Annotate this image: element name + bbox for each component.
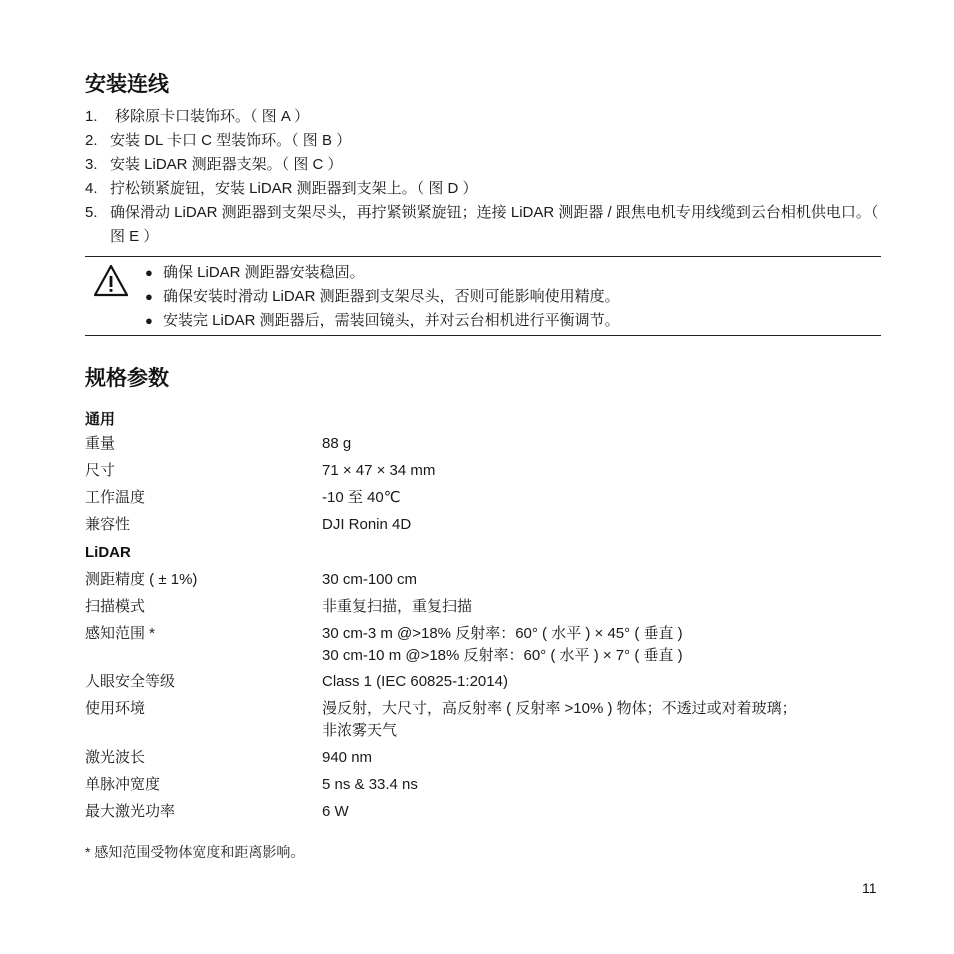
step-text: 移除原卡口装饰环。（ 图 A ）: [115, 108, 310, 125]
bullet-icon: ●: [145, 313, 153, 328]
spec-label: 扫描模式: [85, 598, 146, 615]
install-title: 安装连线: [85, 73, 169, 96]
spec-value: -10 至 40℃: [322, 489, 401, 506]
specs-title: 规格参数: [85, 367, 169, 390]
spec-value-line2: 30 cm-10 m @>18% 反射率：60° ( 水平 ) × 7° ( 垂直 ): [322, 647, 683, 664]
spec-value: 30 cm-100 cm: [322, 571, 418, 588]
warning-item: [145, 285, 620, 309]
spec-value: Class 1 (IEC 60825-1:2014): [322, 673, 508, 690]
step-item: [85, 129, 885, 153]
spec-label: 使用环境: [85, 700, 146, 717]
spec-value: 漫反射，大尺寸，高反射率 ( 反射率 >10% ) 物体；不透过或对着玻璃；: [322, 700, 797, 717]
step-text: 确保滑动 LiDAR 测距器到支架尽头，再拧紧锁紧旋钮；连接 LiDAR 测距器 / 跟焦电机专用线缆到云台相机供电口。（ 图 E ）: [110, 204, 879, 245]
warning-text: 安装完 LiDAR 测距器后，需装回镜头，并对云台相机进行平衡调节。: [163, 312, 620, 329]
warning-text: 确保 LiDAR 测距器安装稳固。: [163, 264, 365, 281]
spec-value: 71 × 47 × 34 mm: [322, 462, 436, 479]
step-number: 2.: [85, 132, 98, 149]
step-text: 安装 DL 卡口 C 型装饰环。（ 图 B ）: [110, 132, 352, 149]
spec-label: 感知范围 *: [85, 625, 156, 642]
spec-value: 6 W: [322, 803, 349, 820]
footnote: * 感知范围受物体宽度和距离影响。: [85, 844, 305, 860]
spec-value: 非重复扫描，重复扫描: [322, 598, 473, 615]
spec-label: 重量: [85, 435, 116, 452]
spec-value-line2: 非浓雾天气: [322, 722, 398, 739]
warning-text: 确保安装时滑动 LiDAR 测距器到支架尽头，否则可能影响使用精度。: [163, 288, 620, 305]
step-number: 1.: [85, 108, 98, 125]
bullet-icon: ●: [145, 289, 153, 304]
lidar-heading: LiDAR: [85, 544, 131, 561]
step-number: 3.: [85, 156, 98, 173]
spec-label: 激光波长: [85, 749, 146, 766]
warning-item: [145, 261, 620, 285]
warning-triangle-icon: [93, 263, 129, 299]
spec-value: 5 ns & 33.4 ns: [322, 776, 418, 793]
step-number: 5.: [85, 204, 98, 221]
install-steps: [85, 105, 885, 249]
spec-label: 工作温度: [85, 489, 146, 506]
step-item: [85, 153, 885, 177]
step-number: 4.: [85, 180, 98, 197]
step-item: [85, 201, 885, 249]
step-item: [85, 177, 885, 201]
step-item: [85, 105, 885, 129]
spec-value: 30 cm-3 m @>18% 反射率：60° ( 水平 ) × 45° ( 垂直 ): [322, 625, 683, 642]
spec-label: 兼容性: [85, 516, 131, 533]
spec-label: 测距精度 ( ± 1%): [85, 571, 198, 588]
warning-list: [145, 261, 620, 333]
spec-value: 88 g: [322, 435, 352, 452]
spec-label: 人眼安全等级: [85, 673, 176, 690]
bullet-icon: ●: [145, 265, 153, 280]
spec-label: 单脉冲宽度: [85, 776, 161, 793]
spec-label: 最大激光功率: [85, 803, 176, 820]
page-number: 11: [862, 880, 877, 896]
spec-label: 尺寸: [85, 462, 116, 479]
general-heading: 通用: [85, 411, 116, 428]
step-text: 安装 LiDAR 测距器支架。（ 图 C ）: [110, 156, 343, 173]
warning-item: [145, 309, 620, 333]
spec-value: 940 nm: [322, 749, 373, 766]
warning-box: [85, 256, 881, 336]
step-text: 拧松锁紧旋钮，安装 LiDAR 测距器到支架上。（ 图 D ）: [110, 180, 478, 197]
spec-value: DJI Ronin 4D: [322, 516, 412, 533]
